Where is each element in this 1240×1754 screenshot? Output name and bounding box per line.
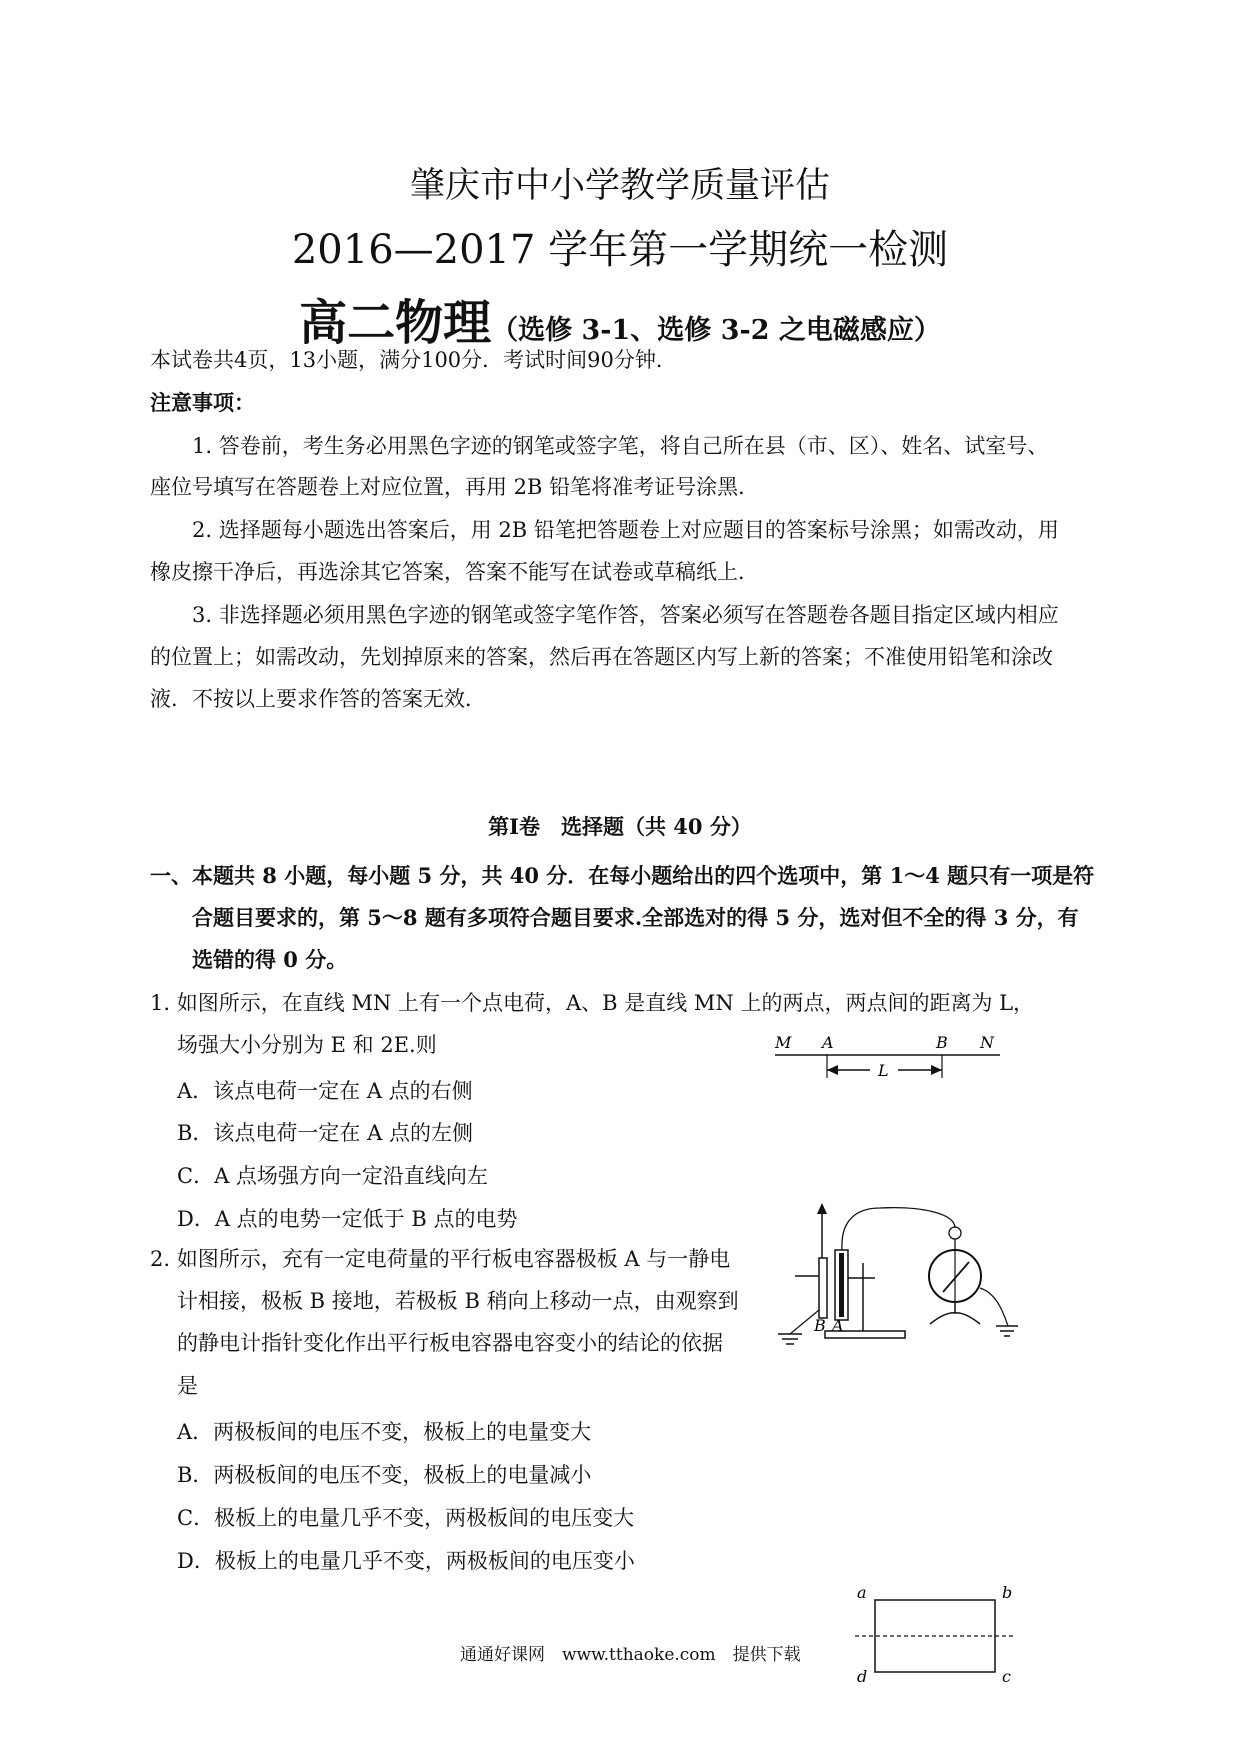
- q2-option-c: C．极板上的电量几乎不变，两极板间的电压变大: [177, 1506, 635, 1530]
- q1-stem-line-1: 1. 如图所示，在直线 MN 上有一个点电荷，A、B 是直线 MN 上的两点，两点间的距离为 L，: [150, 991, 1035, 1015]
- q1-stem-line-2: 场强大小分别为 E 和 2E.则: [177, 1033, 437, 1057]
- notice-title: 注意事项：: [150, 390, 255, 415]
- subject-name: 高二物理: [299, 295, 492, 351]
- q3-figure: [845, 1584, 1025, 1684]
- label-m: M: [775, 1033, 792, 1052]
- l-arrow-right-head: [931, 1065, 942, 1075]
- q1-option-d: D．A 点的电势一定低于 B 点的电势: [177, 1207, 518, 1231]
- footer-source: 通通好课网 www.tthaoke.com 提供下载: [460, 1645, 801, 1665]
- q1-option-b: B．该点电荷一定在 A 点的左侧: [177, 1121, 473, 1145]
- label-b: b: [1002, 1584, 1013, 1602]
- section-instructions-line-1: 一、本题共 8 小题，每小题 5 分，共 40 分．在每小题给出的四个选项中，第 1～4 题只有一项是符: [150, 863, 1095, 888]
- label-a: a: [857, 1584, 867, 1602]
- electroscope-knob: [949, 1227, 961, 1239]
- label-c: c: [1002, 1667, 1011, 1684]
- notice-3-line-3: 液．不按以上要求作答的答案无效．: [150, 687, 486, 711]
- electroscope-base: [930, 1302, 980, 1324]
- plate-a-fill: [839, 1253, 844, 1317]
- notice-2-line-2: 橡皮擦干净后，再选涂其它答案，答案不能写在试卷或草稿纸上．: [150, 560, 759, 584]
- q2-option-d: D．极板上的电量几乎不变，两极板间的电压变小: [177, 1549, 635, 1573]
- label-d: d: [857, 1667, 868, 1684]
- q1-option-c: C．A 点场强方向一定沿直线向左: [177, 1164, 488, 1188]
- notice-1-line-2: 座位号填写在答题卷上对应位置，再用 2B 铅笔将准考证号涂黑．: [150, 475, 760, 499]
- section-instructions-line-2: 合题目要求的，第 5～8 题有多项符合题目要求.全部选对的得 5 分，选对但不全的得 3 分，有: [192, 905, 1079, 930]
- exam-intro: 本试卷共4页，13小题，满分100分．考试时间90分钟．: [150, 348, 677, 372]
- q2-stem-line-4: 是: [177, 1374, 198, 1398]
- notice-1-line-1: 1. 答卷前，考生务必用黑色字迹的钢笔或签字笔，将自己所在县（市、区）、姓名、试室号、: [192, 434, 1049, 458]
- notice-3-line-2: 的位置上；如需改动，先划掉原来的答案，然后再在答题区内写上新的答案；不准使用铅笔和涂改: [150, 645, 1053, 669]
- section-title: 第Ⅰ卷 选择题（共 40 分）: [488, 814, 752, 839]
- q1-option-a: A．该点电荷一定在 A 点的右侧: [177, 1079, 473, 1103]
- exam-organizer-title: 肇庆市中小学教学质量评估: [409, 166, 830, 206]
- ground-wire-electroscope: [980, 1288, 1008, 1326]
- section-instructions-line-3: 选错的得 0 分。: [192, 947, 348, 972]
- q2-option-b: B．两极板间的电压不变，极板上的电量减小: [177, 1463, 592, 1487]
- electroscope-needle: [943, 1262, 969, 1292]
- q2-stem-line-2: 计相接，极板 B 接地，若极板 B 稍向上移动一点，由观察到: [177, 1289, 739, 1313]
- b-up-arrow-head: [817, 1203, 827, 1214]
- l-arrow-left-head: [827, 1065, 838, 1075]
- q2-stem-line-3: 的静电计指针变化作出平行板电容器电容变小的结论的依据: [177, 1331, 723, 1355]
- q2-option-a: A．两极板间的电压不变，极板上的电量变大: [177, 1420, 592, 1444]
- notice-3-line-1: 3. 非选择题必须用黑色字迹的钢笔或签字笔作答，答案必须写在答题卷各题目指定区域内相应: [192, 603, 1059, 627]
- q1-figure: [770, 1028, 1010, 1088]
- q2-stem-line-1: 2. 如图所示，充有一定电荷量的平行板电容器极板 A 与一静电: [150, 1247, 731, 1271]
- exam-term-title: 2016—2017 学年第一学期统一检测: [291, 227, 949, 273]
- connecting-wire: [842, 1208, 955, 1250]
- exam-subject-title: [0, 284, 1240, 353]
- plate-b: [819, 1258, 827, 1318]
- notice-2-line-1: 2. 选择题每小题选出答案后，用 2B 铅笔把答题卷上对应题目的答案标号涂黑；如需改动，用: [192, 518, 1059, 542]
- label-l: L: [878, 1061, 889, 1080]
- label-n: N: [980, 1033, 994, 1052]
- label-b: B: [936, 1033, 948, 1052]
- label-plate-a: A: [832, 1316, 844, 1335]
- q2-figure: [770, 1198, 1020, 1358]
- label-plate-b: B: [814, 1316, 826, 1335]
- label-a: A: [822, 1033, 834, 1052]
- subject-note: （选修 3-1、选修 3-2 之电磁感应）: [491, 315, 941, 346]
